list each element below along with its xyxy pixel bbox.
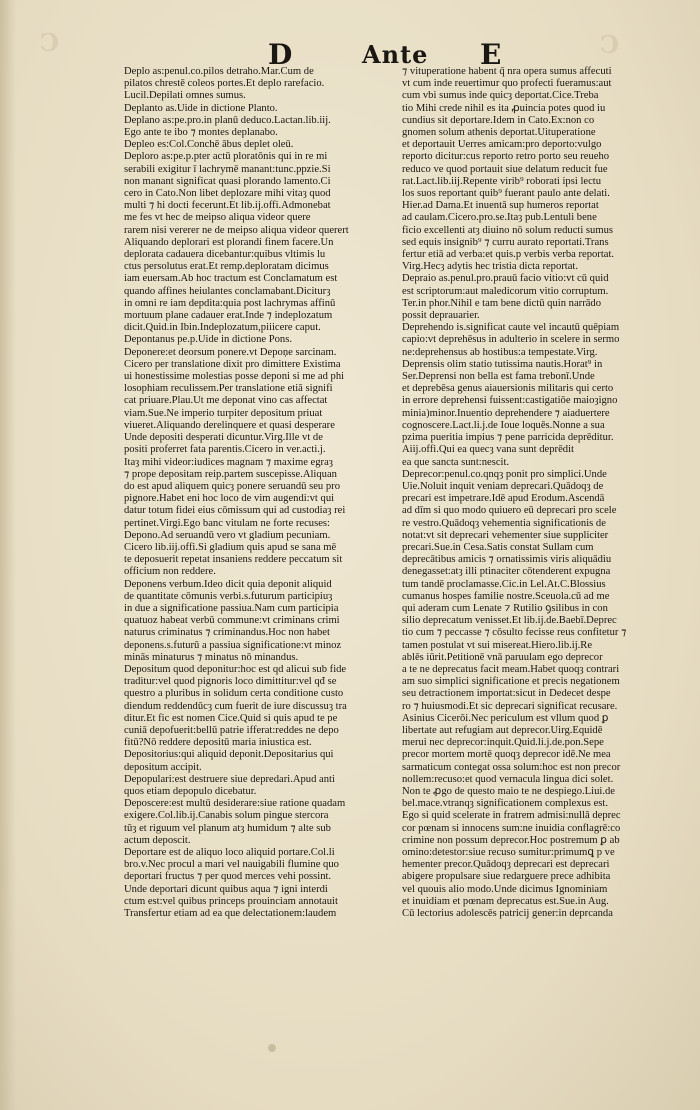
text-line: ditur.Et fic est nomen Cice.Quid si quis apud te pe [124,712,338,724]
header-left-letter: D [268,38,293,71]
text-line: Aiij.offi.Qui ea quecȝ vana sunt deprēdit [402,444,574,456]
text-line: Deponere:et deorsum ponere.vt Depoņe sarcinam. [124,346,337,358]
text-line: Unde deportari dicunt quibus aqua ⁊ igni interdi [124,883,328,895]
text-line: Asinius Cicerōi.Nec periculum est vllum quod ꝑ [402,712,609,724]
text-line: non manant significat quasi plorando lamento.Ci [124,175,331,187]
text-line: Ter.in phor.Nihil e tam bene dictū quin narrādo [402,297,602,309]
text-line: deportari fructus ⁊ per quod merces vehi possint. [124,871,332,883]
text-line: multi ⁊ hi docti fecerunt.Et lib.ij.offi.Admonebat [124,200,331,212]
text-line: Depleo es:Col.Conchē ābus deplet oleū. [124,139,294,151]
text-line: in omni re iam depdita:quia post lachrymas affinū [124,297,336,309]
text-line: quos etiam depopulo dicebatur. [124,785,257,797]
text-line: reporto dicitur:cus reporto retro porto seu reueho [402,151,610,163]
text-line: viam.Sue.Ne imperio turpiter depositum priuat [124,407,323,419]
text-line: Ego ante te ibo ⁊ montes deplanabo. [124,127,278,139]
text-line: silio deprecatum venisset.Et lib.ij.de.Baebī.Deprec [402,615,617,627]
text-line: cor pœnam si innocens sum:ne inuidia conflagrē:co [402,822,621,834]
text-line: capio:vt deprehēsus in adulterio in scelere in sermo [402,334,620,346]
text-line: reduco ve quod portauit siue delatum reducit fue [402,163,608,175]
text-line: dicit.Quid.in Ibin.Indeplozatum,piiicere caput. [124,322,321,334]
text-line: naturus criminatus ⁊ criminandus.Hoc non habet [124,627,330,639]
text-line: ne:deprehensus ab hostibus:a tempestate.Virg. [402,346,598,358]
text-line: deprecātibus amicis ⁊ ornatissimis viris aliquādiu [402,554,612,566]
header-right-letter: E [480,38,502,71]
text-line: qui aderam cum Lenate ⁊ Rutilio ꝯsilibus in con [402,602,608,614]
text-line: deplorata cadauera dicebantur:quibus vltimis lu [124,249,326,261]
text-line: ⁊ vituperatione habent q̄ nra opera sumus affecuti [402,66,612,77]
text-line: Deprecor:penul.co.qnqȝ ponit pro simplici.Unde [402,468,607,480]
text-line: tamen postulat vt sui misereat.Hiero.lib.ij.Re [402,639,593,651]
text-line: positi proferret fata parentis.Cicero in ver.acti.j. [124,444,326,456]
text-line: cero in Cato.Non libet deplozare mihi vitaȝ quod [124,188,331,200]
text-line: seu detractionem importat:sicut in Dedecet despe [402,688,611,700]
text-line: tio cum ⁊ peccasse ⁊ cōsulto fecisse reus confitetur ⁊ [402,627,627,639]
text-line: Deportare est de aliquo loco aliquid portare.Col.li [124,847,335,858]
text-line: te deposuerit repetat insaniens reddere peccatum sit [124,554,343,566]
right-text-column [402,66,674,920]
text-line: gnomen solum athenis deportat.Uituperatione [402,127,596,139]
text-line: bro.v.Nec procul a mari vel nauigabili flumine quo [124,859,339,871]
text-line: mortuum plane cadauer erat.Inde ⁊ indeplozatum [124,310,333,322]
header-center-word: Ante [362,40,429,69]
text-line: Depontanus pe.p.Uide in dictione Pons. [124,334,293,346]
text-line: ad caulam.Cicero.pro.se.Itaȝ pub.Lentuli bene [402,212,597,224]
text-line: ⁊ prope depositam reip.partem suscepisse.Aliquan [124,468,337,480]
text-line: Deprensis olim statio tutissima nautis.Horat⁹ in [402,358,603,370]
text-line: iam euersam.Ab hoc tractum est Conclamatum est [124,273,338,285]
text-line: Hier.ad Dama.Et inuentā sup humeros reportat [402,200,599,212]
text-line: in due a significatione passiua.Nam cum participia [124,602,339,614]
text-line: rat.Lact.lib.iij.Repente virib⁹ roborati ipsi lectu [402,175,602,187]
text-line: viueret.Aliquando derelinquere et quasi desperare [124,419,335,431]
text-line: Itaȝ mihi videor:iudices magnam ⁊ maxime egraȝ [124,456,333,468]
text-line: sarmaticum contegat ossa solum:hoc est non precor [402,761,621,773]
text-line: ctus persolutus erat.Et remp.deploratam dicimus [124,261,329,273]
text-line: ablēs iūrit.Petitionē vnā paruulam ego deprecor [402,651,603,663]
page-blemish [268,1044,276,1052]
text-line: exigere.Col.lib.ij.Canabis solum pingue stercora [124,810,329,822]
text-line: merui nec deprecor:inquit.Quid.li.j.de.pon.Sepe [402,737,604,749]
text-line: Depono.Ad seruandū vero vt gladium pecuniam. [124,529,331,541]
text-line: minās minaturus ⁊ minatus nō minandus. [124,651,299,663]
text-line: libertate aut refugiam aut deprecor.Uirg.Equidē [402,724,603,736]
page-fold-shadow [0,0,16,1110]
text-line: Deprehendo is.significat caute vel incautū quēpiam [402,322,620,334]
text-line: est scriptorum:aut maledicorum vitio corruptum. [402,285,609,297]
text-line: tūȝ et riguum vel planum atȝ humidum ⁊ alte sub [124,822,331,834]
text-line: tio Mihi crede nihil es ita ꝓuincia potes quod iu [402,102,606,114]
text-line: cumanus hospes familie nostre.Sceuola.cū ad me [402,590,610,602]
text-line: ad dīm si quo modo quiuero eū deprecari pro scele [402,505,617,517]
text-line: notat:vt sit deprecari vehementer siue suppliciter [402,529,609,541]
text-line: nollem:recuso:et quod vernacula lingua dici solet. [402,773,614,785]
text-line: Lucil.Depilati omnes sumus. [124,90,246,102]
text-line: Depositum quod deponitur:hoc est qd alicui sub fide [124,663,347,675]
text-line: minia)minor.Inuentio deprehendere ⁊ aiaduertere [402,407,610,419]
text-line: cuniā depofuerit:bellū patrie ifferat:reddes ne depo [124,724,339,736]
text-line: Aliquando deplorari est plorandi finem facere.Un [124,236,334,248]
text-line: deponens.s.futurū a passiua significatione:vt minoz [124,639,342,651]
text-line: pignore.Habet eni hoc loco de vim augendi:vt qui [124,493,335,505]
text-line: me fes vt hec de meipso aliqua videor quere [124,212,311,224]
text-line: Deplo as:penul.co.pilos detraho.Mar.Cum de [124,66,314,77]
text-line: precari est impetrare.Idē apud Erodum.Ascendā [402,493,605,505]
text-line: do est apud aliquem quicȝ ponere seruandū seu pro [124,480,340,492]
text-line: Transfertur etiam ad ea que delectationem:laudem [124,908,337,920]
text-line: Deplano as:pe.pro.in planū deduco.Lactan.lib.iij. [124,114,331,126]
text-line: Ego si quid scelerate in fratrem admisi:nullā deprec [402,810,621,822]
text-line: cum vbi sumus inde quicȝ deportat.Cice.Treba [402,90,599,102]
text-line: sed equis insignib⁹ ⁊ curru aurato reportati.Trans [402,236,609,248]
text-line: questro a pluribus in solidum certa conditione custo [124,688,344,700]
text-line: Cū lectorius adolescēs patricij gener:in deprcanda [402,908,613,920]
bleed-through-text: Ↄ [40,28,60,57]
text-line: fertur etiā ad verba:et quis.p verbis verba reportat. [402,249,615,261]
text-line: los suos reportant quib⁹ fuerant paulo ante delati. [402,188,610,200]
text-line: pilatos chrestē coleos portes.Et deplo rarefacio. [124,78,325,90]
text-line: ro ⁊ huiusmodi.Et sic deprecari significat recusare. [402,700,618,712]
text-line: Depositorius:qui aliquid deponit.Depositarius qui [124,749,334,761]
left-text-column [124,66,400,920]
text-line: tum tandē proclamasse.Cic.in Lel.At.C.Blossius [402,578,606,590]
text-line: depositum accipit. [124,761,202,773]
text-line: serabili exigitur ī lachrymē manant:tunc.ppzie.Si [124,163,331,175]
text-line: cat priuare.Plau.Ut me deponat vino cas affectat [124,395,328,407]
text-line: quatuoz habeat verbū commune:vt criminans crimi [124,615,340,627]
text-line: de quantitate cōmunis verbi.s.futurum participiuȝ [124,590,333,602]
text-line: Unde depositi desperati dicuntur.Virg.Ille vt de [124,432,323,444]
text-line: denegasset:atȝ illi ptinaciter cōtenderent expugna [402,566,611,578]
text-line: Deplanto as.Uide in dictione Planto. [124,102,278,114]
text-line: Depraio as.penul.pro.prauū facio vitio:vt cū quid [402,273,609,285]
text-line: cundius sit deportare.Idem in Cato.Ex:non co [402,114,595,126]
text-line: et inuidiam et pœnam deprecatus est.Sue.in Aug. [402,895,609,907]
text-line: hementer precor.Quādoqȝ deprecari est deprecari [402,859,610,871]
text-line: et deprebēsa genus aiauersionis militaris qui certo [402,383,614,395]
text-line: pertinet.Virgi.Ego banc vitulam ne forte recuses: [124,517,330,529]
text-line: Uie.Noluit inquit veniam deprecari.Quādoqȝ de [402,480,604,492]
text-line: a te ne deprecatus facit meam.Habet quoqȝ contrari [402,663,620,675]
text-line: vel quouis alio modo.Unde dicimus Ignominiam [402,883,608,895]
text-line: actum deposcit. [124,834,191,846]
text-line: bel.mace.vtranqȝ significationem complexus est. [402,798,608,810]
text-line: precor mortem mortē quoqȝ deprecor idē.Ne mea [402,749,611,761]
text-line: ea que sancta sunt:nescit. [402,456,510,468]
text-line: losophiam reculissem.Per translatione etiā signifi [124,383,333,395]
text-line: Cicero per translatione dixit pro dimittere Existima [124,358,341,370]
text-line: abigere propulsare siue redarguere prece adhibita [402,871,611,883]
text-line: Ser.Deprensi non bella est fama trebonī.Unde [402,371,595,383]
bleed-through-text: Ↄ [600,30,620,59]
text-line: fitū?Nō reddere depositū maria iniustica est. [124,737,312,749]
text-line: quando affines heiulantes conclamabant.Diciturȝ [124,285,331,297]
text-line: officium non reddere. [124,566,216,578]
text-line: pzima pueritia impius ⁊ pene parricida deprēditur. [402,432,614,444]
text-line: Deploro as:pe.p.pter actū ploratōnis qui in re mi [124,151,328,163]
text-line: traditur:vel quod pignoris loco dimittitur:vel qđ se [124,676,337,688]
text-line: Cicero lib.iij.offi.Si gladium quis apud se sana mē [124,541,337,553]
text-line: datur totum fidei eius cōmissum qui ad custodiaȝ rei [124,505,346,517]
text-line: Deponens verbum.Ideo dicit quia deponit aliquid [124,578,332,590]
text-line: diendum reddendūcȝ cum fuerit de iure discussuȝ tra [124,700,347,712]
text-line: ui honestissime molestias posse deponi si me ad phi [124,371,345,383]
text-line: rarem nisi vererer ne de meipso aliqua videor querert [124,224,349,236]
text-line: omino:detestor:siue recuso sumitur:primumꝗ p ve [402,847,615,858]
text-line: possit deprauarier. [402,310,480,322]
text-line: cognoscere.Lact.li.j.de Ioue loquēs.Nonne a sua [402,419,605,431]
text-line: am suo simplici significatione et precis negationem [402,676,620,688]
text-line: precari.Sue.in Cesa.Satis constat Sullam cum [402,541,594,553]
text-line: ctum est:vel quibus princeps prouinciam annotauit [124,895,338,907]
text-line: in errore deprehensi fuissent:castigatiōe maioȝigno [402,395,618,407]
text-line: Non te ꝓgo de questo maio te ne despiego.Liui.de [402,785,615,797]
text-line: et deportauit Uerres amicam:pro deporto:vulgo [402,139,602,151]
text-line: re vestro.Quādoqȝ vehementia significationis de [402,517,606,529]
text-line: Virg.Hecȝ adytis hec tristia dicta reportat. [402,261,579,273]
text-line: Deposcere:est multū desiderare:siue ratione quadam [124,798,346,810]
text-line: crimine non possum deprecor.Hoc postremum ꝑ ab [402,834,620,846]
text-line: vt cum inde reuertimur quo profecti fueramus:aut [402,78,612,90]
text-line: Depopulari:est destruere siue depredari.Apud anti [124,773,335,785]
text-line: ficio excellenti atȝ diuino nō solum reducti sumus [402,224,614,236]
